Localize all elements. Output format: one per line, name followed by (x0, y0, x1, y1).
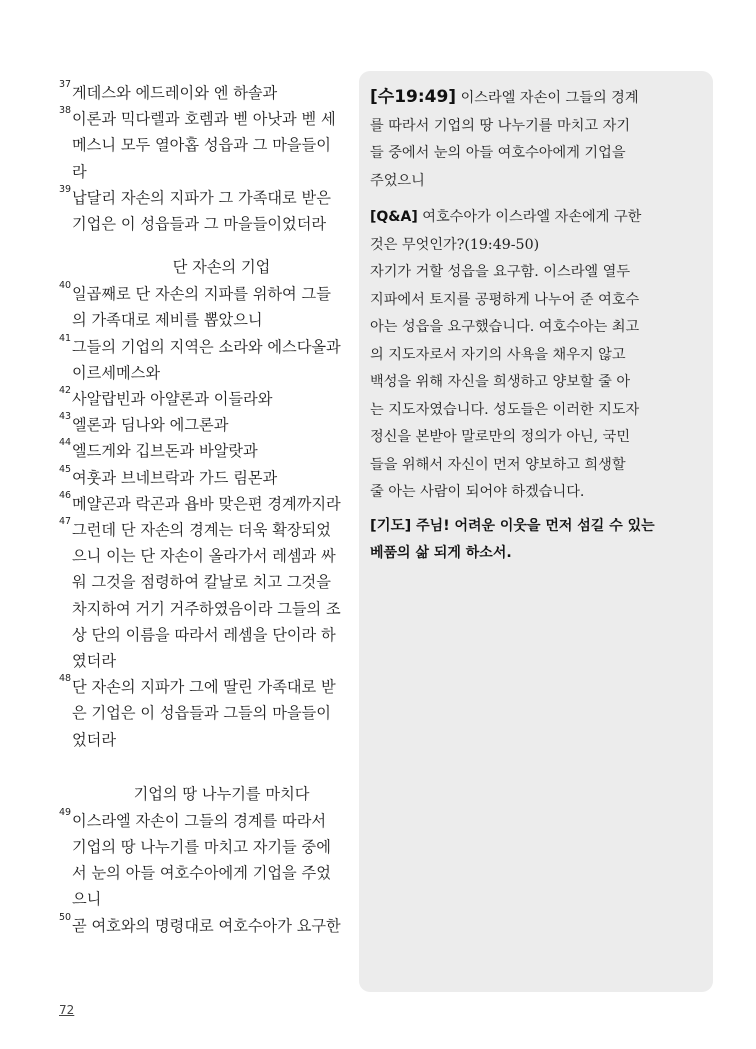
verse-line: 여훗과 브네브락과 가드 림몬과 (72, 468, 278, 487)
sidebar-text: 정신을 본받아 말로만의 정의가 아닌, 국민 (370, 429, 631, 445)
sidebar-text: 줄 아는 사람이 되어야 하겠습니다. (370, 484, 585, 500)
verse-48 (59, 674, 354, 753)
verse-41 (59, 334, 354, 386)
qa-block (370, 204, 705, 507)
verse-46 (59, 491, 354, 517)
sidebar-text: 베품의 삶 되게 하소서. (370, 545, 512, 561)
verse-line: 차지하여 거기 거주하였음이라 그들의 조 (72, 599, 341, 618)
verse-40 (59, 281, 354, 333)
verse-line: 은 기업은 이 성읍들과 그들의 마을들이 (72, 704, 331, 723)
verse-line: 으니 (72, 890, 102, 909)
sidebar-line (370, 140, 705, 168)
sidebar-line (370, 540, 705, 568)
verse-45 (59, 465, 354, 491)
prayer-block (370, 513, 705, 568)
verse-line: 의 가족대로 제비를 뽑았으니 (72, 311, 263, 330)
verse-line: 사알랍빈과 아얄론과 이들라와 (72, 390, 273, 409)
verse-line: 그런데 단 자손의 경계는 더욱 확장되었 (72, 521, 331, 540)
qa-label: [Q&A] (370, 209, 418, 225)
verse-line: 라 (72, 162, 87, 181)
sidebar-line (370, 232, 705, 260)
verse-number: 44 (59, 437, 72, 449)
verse-line: 엘론과 딤나와 에그론과 (72, 416, 229, 435)
verse-line: 서 눈의 아들 여호수아에게 기업을 주었 (72, 864, 331, 883)
verse-group (59, 80, 354, 237)
verse-group (59, 281, 354, 753)
verse-line: 단 자손의 지파가 그에 딸린 가족대로 받 (72, 678, 336, 697)
sidebar-line (370, 342, 705, 370)
verse-number: 46 (59, 489, 72, 501)
verse-reference-block (370, 84, 705, 195)
verse-50 (59, 913, 354, 939)
sidebar-line (370, 314, 705, 342)
verse-number: 48 (59, 673, 72, 685)
verse-47 (59, 517, 354, 674)
verse-line: 으니 이는 단 자손이 올라가서 레셈과 싸 (72, 547, 336, 566)
verse-number: 40 (59, 280, 72, 292)
verse-line: 워 그것을 점령하여 칼날로 치고 그것을 (72, 573, 331, 592)
sidebar-line (370, 479, 705, 507)
sidebar-line (370, 259, 705, 287)
sidebar-text: 들을 위해서 자신이 먼저 양보하고 희생할 (370, 456, 626, 473)
verse-38 (59, 106, 354, 185)
verse-line: 상 단의 이름을 따라서 레셈을 단이라 하 (72, 625, 336, 644)
commentary-sidebar (359, 71, 713, 992)
sidebar-line (370, 452, 705, 480)
sidebar-line (370, 369, 705, 397)
verse-line: 그들의 기업의 지역은 소라와 에스다올과 (72, 337, 341, 356)
verse-line: 엘드게와 깁브돈과 바알랏과 (72, 442, 258, 461)
verse-line: 이르세메스와 (72, 363, 161, 382)
sidebar-text: 주었으니 (370, 172, 425, 189)
verse-number: 49 (59, 806, 72, 818)
verse-number: 38 (59, 105, 72, 117)
sidebar-text: 의 지도자로서 자기의 사욕을 채우지 않고 (370, 346, 626, 363)
sidebar-text: 들 중에서 눈의 아들 여호수아에게 기업을 (370, 145, 626, 161)
verse-number: 41 (59, 332, 72, 344)
verse-number: 45 (59, 463, 72, 475)
verse-number: 47 (59, 516, 72, 528)
sidebar-text: 이스라엘 자손이 그들의 경계 (456, 90, 639, 106)
verse-line: 이론과 믹다렐과 호렘과 벧 아낫과 벧 세 (72, 110, 336, 129)
verse-line: 이스라엘 자손이 그들의 경계를 따라서 (72, 811, 327, 830)
verse-line: 납달리 자손의 지파가 그 가족대로 받은 (72, 188, 331, 207)
verse-line: 게데스와 에드레이와 엔 하솔과 (72, 84, 278, 102)
verse-group (59, 808, 354, 939)
sidebar-text: 를 따라서 기업의 땅 나누기를 마치고 자기 (370, 117, 631, 134)
sidebar-text: 자기가 거할 성읍을 요구함. 이스라엘 열두 (370, 264, 631, 280)
section-heading-dan: 단 자손의 기업 (172, 258, 271, 277)
sidebar-text: 는 지도자였습니다. 성도들은 이러한 지도자 (370, 401, 640, 418)
section-heading-land-division: 기업의 땅 나누기를 마치다 (133, 784, 310, 803)
verse-43 (59, 412, 354, 438)
verse-number: 37 (59, 79, 72, 90)
sidebar-text: 여호수아가 이스라엘 자손에게 구한 (417, 209, 642, 225)
sidebar-line (370, 168, 705, 196)
verse-number: 43 (59, 411, 72, 423)
page-number: 72 (59, 1003, 75, 1017)
sidebar-line (370, 84, 705, 113)
sidebar-text: 지파에서 토지를 공평하게 나누어 준 여호수 (370, 291, 640, 308)
sidebar-line (370, 204, 705, 232)
verse-44 (59, 438, 354, 464)
scripture-column (59, 80, 354, 939)
verse-number: 42 (59, 385, 72, 397)
verse-line: 었더라 (72, 730, 117, 749)
verse-39 (59, 185, 354, 237)
verse-line: 곧 여호와의 명령대로 여호수아가 요구한 (72, 916, 341, 935)
verse-line: 기업의 땅 나누기를 마치고 자기들 중에 (72, 838, 331, 857)
verse-line: 기업은 이 성읍들과 그 마을들이었더라 (72, 215, 327, 234)
verse-37 (59, 80, 354, 106)
sidebar-text: 것은 무엇인가?(19:49-50) (370, 236, 540, 253)
verse-42 (59, 386, 354, 412)
sidebar-line (370, 113, 705, 141)
verse-line: 일곱째로 단 자손의 지파를 위하여 그들 (72, 285, 331, 304)
sidebar-line (370, 424, 705, 452)
verse-number: 39 (59, 183, 72, 195)
prayer-label: [기도] (370, 517, 412, 534)
sidebar-text: 아는 성읍을 요구했습니다. 여호수아는 최고 (370, 319, 640, 335)
verse-line: 메스니 모두 열아홉 성읍과 그 마을들이 (72, 136, 331, 155)
verse-number: 50 (59, 911, 72, 923)
verse-line: 메얄곤과 락곤과 욥바 맞은편 경계까지라 (72, 494, 341, 513)
sidebar-text: 백성을 위해 자신을 희생하고 양보할 줄 아 (370, 374, 631, 390)
sidebar-line (370, 397, 705, 425)
verse-line: 였더라 (72, 652, 117, 671)
verse-49 (59, 808, 354, 913)
verse-reference-label: [수19:49] (370, 87, 457, 107)
sidebar-text: 주님! 어려운 이웃을 먼저 섬길 수 있는 (411, 517, 655, 534)
sidebar-line (370, 287, 705, 315)
sidebar-line (370, 513, 705, 541)
